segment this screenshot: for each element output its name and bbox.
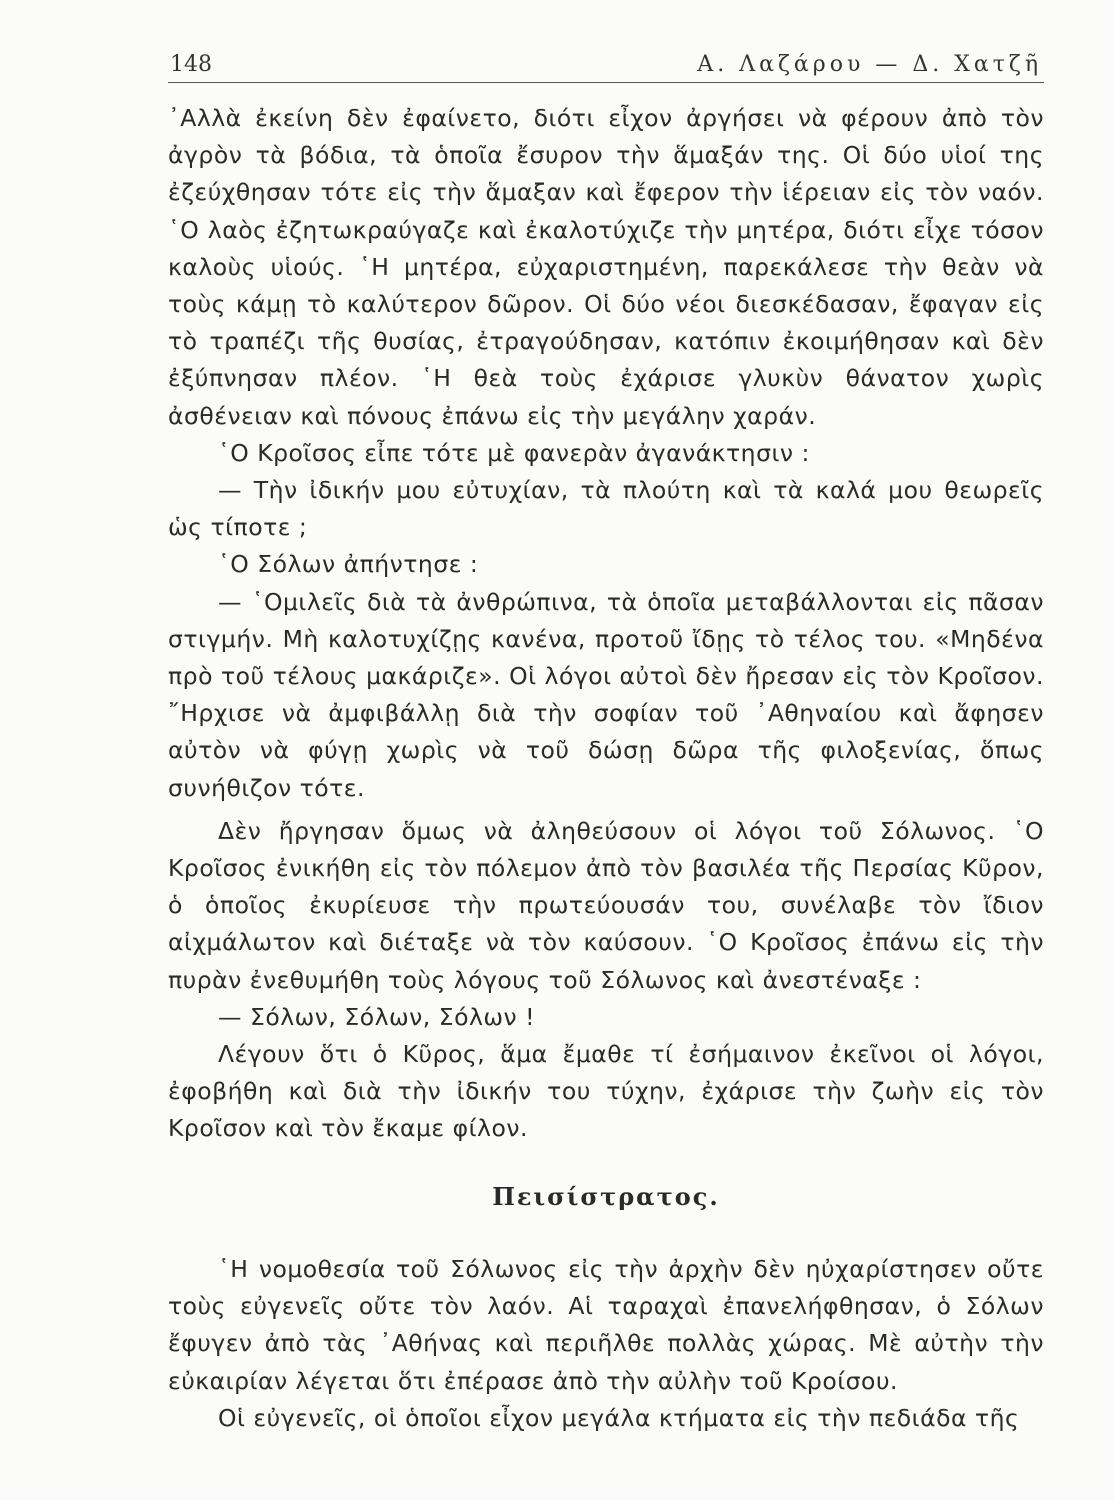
page-number: 148 bbox=[170, 51, 212, 77]
paragraph-10: Οἱ εὐγενεῖς, οἱ ὁποῖοι εἶχον μεγάλα κτήματα εἰς τὴν πεδιάδα τῆς bbox=[218, 1403, 1020, 1432]
paragraph-1: ᾿Αλλὰ ἐκείνη δὲν ἐφαίνετο, διότι εἶχον ἀργήσει νὰ φέρουν ἀπὸ τὸν ἀγρὸν τὰ βόδια, τὰ ὁποῖα ἔσυρον τὴν ἅμαξάν της. Οἱ δύο υἱοί της ἐζεύχθησαν τότε εἰς τὴν ἅμαξαν καὶ ἔφερον τὴν ἱέρειαν εἰς τὸν ναόν. ῾Ο λαὸς ἐζητωκραύγαζε καὶ ἐκαλοτύχιζε τὴν μητέρα, διότι εἶχε τόσον καλοὺς υἱούς. ῾Η μητέρα, εὐχαριστημένη, παρεκάλεσε τὴν θεὰν νὰ τοὺς κάμῃ τὸ καλύτερον δῶρον. Οἱ δύο νέοι διεσκέδασαν, ἔφαγαν εἰς τὸ τραπέζι τῆς θυσίας, ἐτραγούδησαν, κατόπιν ἐκοιμήθησαν καὶ δὲν ἐξύπνησαν πλέον. ῾Η θεὰ τοὺς ἐχάρισε γλυκὺν θάνατον χωρὶς ἀσθένειαν καὶ πόνους ἐπάνω εἰς τὴν μεγάλην χαράν. bbox=[168, 104, 1044, 430]
running-title: Α. Λαζάρου — Δ. Χατζῆ bbox=[697, 51, 1042, 77]
header-rule bbox=[168, 82, 1044, 83]
paragraph-2: ῾Ο Κροῖσος εἶπε τότε μὲ φανερὰν ἀγανάκτησιν : bbox=[218, 438, 810, 467]
paragraph-6: Δὲν ἤργησαν ὅμως νὰ ἀληθεύσουν οἱ λόγοι τοῦ Σόλωνος. ῾Ο Κροῖσος ἐνικήθη εἰς τὸν πόλεμον ἀπὸ τὸν βασιλέα τῆς Περσίας Κῦρον, ὁ ὁποῖος ἐκυρίευσε τὴν πρωτεύουσάν του, συνέλαβε τὸν ἴδιον αἰχμάλωτον καὶ διέταξε νὰ τὸν καύσουν. ῾Ο Κροῖσος ἐπάνω εἰς τὴν πυρὰν ἐνεθυμήθη τοὺς λόγους τοῦ Σόλωνος καὶ ἀνεστέναξε : bbox=[168, 816, 1044, 994]
paragraph-5: — ῾Ομιλεῖς διὰ τὰ ἀνθρώπινα, τὰ ὁποῖα μεταβάλλονται εἰς πᾶσαν στιγμήν. Μὴ καλοτυχίζῃς κανένα, προτοῦ ἴδῃς τὸ τέλος του. «Μηδένα πρὸ τοῦ τέλους μακάριζε». Οἱ λόγοι αὐτοὶ δὲν ἤρεσαν εἰς τὸν Κροῖσον. ῎Ηρχισε νὰ ἀμφιβάλλῃ διὰ τὴν σοφίαν τοῦ ᾿Αθηναίου καὶ ἄφησεν αὐτὸν νὰ φύγῃ χωρὶς νὰ τοῦ δώσῃ δῶρα τῆς φιλοξενίας, ὅπως συνήθιζον τότε. bbox=[168, 587, 1044, 802]
section-heading: Πεισίστρατος. bbox=[492, 1181, 720, 1211]
paragraph-8: Λέγουν ὅτι ὁ Κῦρος, ἅμα ἔμαθε τί ἐσήμαινον ἐκεῖνοι οἱ λόγοι, ἐφοβήθη καὶ διὰ τὴν ἰδικήν του τύχην, ἐχάρισε τὴν ζωὴν εἰς τὸν Κροῖσον καὶ τὸν ἔκαμε φίλον. bbox=[168, 1040, 1044, 1143]
paragraph-7: — Σόλων, Σόλων, Σόλων ! bbox=[218, 1002, 536, 1031]
page-header bbox=[170, 46, 1042, 82]
paragraph-4: ῾Ο Σόλων ἀπήντησε : bbox=[218, 550, 479, 579]
page-body bbox=[168, 100, 1044, 1437]
paragraph-9: ῾Η νομοθεσία τοῦ Σόλωνος εἰς τὴν ἀρχὴν δὲν ηὐχαρίστησεν οὔτε τοὺς εὐγενεῖς οὔτε τὸν λαόν. Αἱ ταραχαὶ ἐπανελήφθησαν, ὁ Σόλων ἔφυγεν ἀπὸ τὰς ᾿Αθήνας καὶ περιῆλθε πολλὰς χώρας. Μὲ αὐτὴν τὴν εὐκαιρίαν λέγεται ὅτι ἐπέρασε ἀπὸ τὴν αὐλὴν τοῦ Κροίσου. bbox=[168, 1254, 1044, 1395]
paragraph-3: — Τὴν ἰδικήν μου εὐτυχίαν, τὰ πλούτη καὶ τὰ καλά μου θεωρεῖς ὡς τίποτε ; bbox=[168, 476, 1044, 542]
